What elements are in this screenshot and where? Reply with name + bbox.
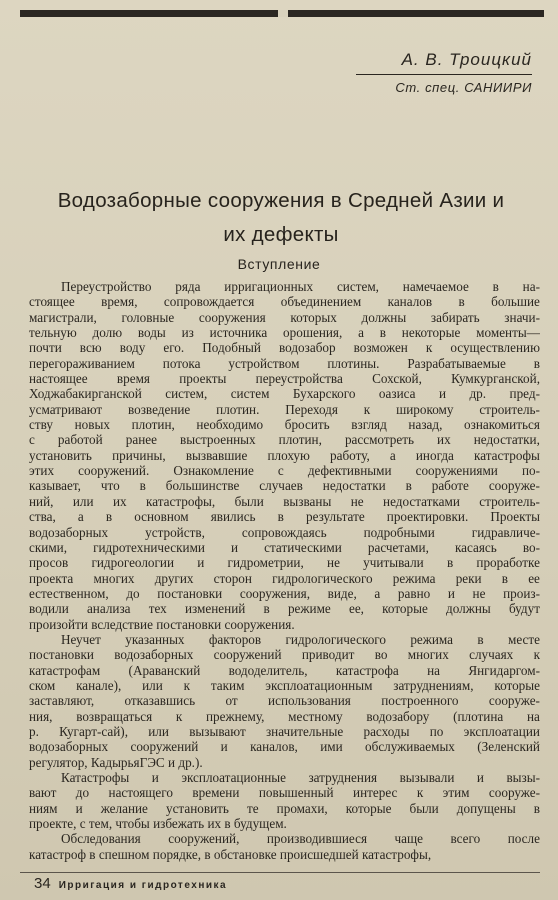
text-line: ний, или их катастрофы, были вызваны не недостатками строитель- <box>29 493 540 509</box>
text-line: катастрофам (Араванский вододелитель, катастрофа на Янгидаргом- <box>29 662 540 678</box>
text-line: перегораживанием потока устройством плотины. Разрабатываемые в <box>29 355 540 371</box>
text-line: водозаборных сооружений и каналов, ими обслуживаемых (Зеленский <box>29 739 540 755</box>
text-line: катастроф в спешном порядке, в обстановке происшедшей катастрофы, <box>29 846 432 862</box>
text-line: этих сооружений. Ознакомление с дефективными сооружениями по- <box>29 463 540 479</box>
text-line: установить причины, вызвавшие плохую работу, а иногда катастрофы <box>29 447 540 463</box>
text-line: усматривают возведение плотин. Переходя к широкому строитель- <box>29 401 540 417</box>
header-rule <box>20 10 544 17</box>
page-number: 34 <box>34 875 51 892</box>
text-line: Ходжабакирганской систем, систем Бухарского оазиса и др. пред- <box>29 386 540 402</box>
text-line: казывает, что в большинстве случаев недостатки в работе сооруже- <box>29 478 540 494</box>
footer-rule <box>20 872 540 873</box>
text-line: проекта многих других сторон гидрологического режима реки в ее <box>29 570 540 586</box>
text-line: произойти вследствие постановки сооружения. <box>29 616 295 632</box>
text-line: ства, а в основном явились в результате проектировки. Проекты <box>29 509 540 525</box>
author-name: А. В. Троицкий <box>356 50 532 75</box>
text-line: ству новых плотин, необходимо бросить взгляд назад, ознакомиться <box>29 417 540 433</box>
text-line: регулятор, КадырьяГЭС и др.). <box>29 754 203 770</box>
text-line: ском канале), или к таким эксплоатационным затруднениям, которые <box>29 677 540 693</box>
text-line: вают до настоящего времени повышенный интерес к этим сооруже- <box>29 785 540 801</box>
text-line: водили анализа тех изменений в режиме ее, которые должны будут <box>29 601 540 617</box>
author-position: Ст. спец. САНИИРИ <box>395 80 532 95</box>
title-line: Водозаборные сооружения в Средней Азии и <box>57 189 505 212</box>
text-line: просов гидрогеологии и гидрометрии, не учитывали в проработке <box>29 555 540 571</box>
text-line: ния, возвращаться к прежнему, местному водозабору (плотина на <box>29 708 540 724</box>
text-line: магистрали, головные сооружения которых должны забирать значи- <box>29 309 540 325</box>
page-footer <box>34 875 540 892</box>
text-line: почти всю воду его. Подобный водозабор возможен к осуществлению <box>29 340 540 356</box>
text-line: тельную долю воды из источника орошения, а в некоторые моменты— <box>29 325 540 341</box>
text-line: ниям и желание установить те промахи, которые были допущены в <box>29 800 540 816</box>
text-line: постановки водозаборных сооружений приводит во многих случаях к <box>29 647 540 663</box>
text-line: естественном, до постановки сооружения, виде, а равно и не произ- <box>29 585 540 601</box>
journal-name: Ирригация и гидротехника <box>58 880 228 891</box>
text-line: Обследования сооружений, производившиеся чаще всего после <box>61 831 540 847</box>
text-line: Переустройство ряда ирригационных систем, намечаемое в на- <box>61 279 540 294</box>
author-block <box>356 50 532 95</box>
text-line: водозаборных устройств, сопровождаясь подробными гидравличе- <box>29 524 540 540</box>
text-line: Катастрофы и эксплоатационные затруднения вызывали и вызы- <box>61 770 540 785</box>
text-line: р. Кугарт-сай), или вызывают значительные расходы по эксплоатации <box>29 723 540 739</box>
text-line: стоящее время, сопровождается объединением каналов в большие <box>29 294 540 310</box>
text-line: Неучет указанных факторов гидрологического режима в месте <box>61 631 540 647</box>
section-title: Вступление <box>237 256 321 272</box>
text-line: настоящее время проекты переустройства Сохской, Кумкурганской, <box>29 371 540 387</box>
article-body <box>29 279 540 862</box>
article-title <box>20 184 542 252</box>
title-line: их дефекты <box>223 223 339 246</box>
text-line: скими, гидротехническими и статическими расчетами, касаясь во- <box>29 539 540 555</box>
text-line: заставляют, отказавшись от использования построенного сооруже- <box>29 693 540 709</box>
text-line: проекте, с тем, чтобы избежать их в будущем. <box>29 816 287 832</box>
text-line: с работой ранее выстроенных плотин, рассмотреть их недостатки, <box>29 432 540 448</box>
